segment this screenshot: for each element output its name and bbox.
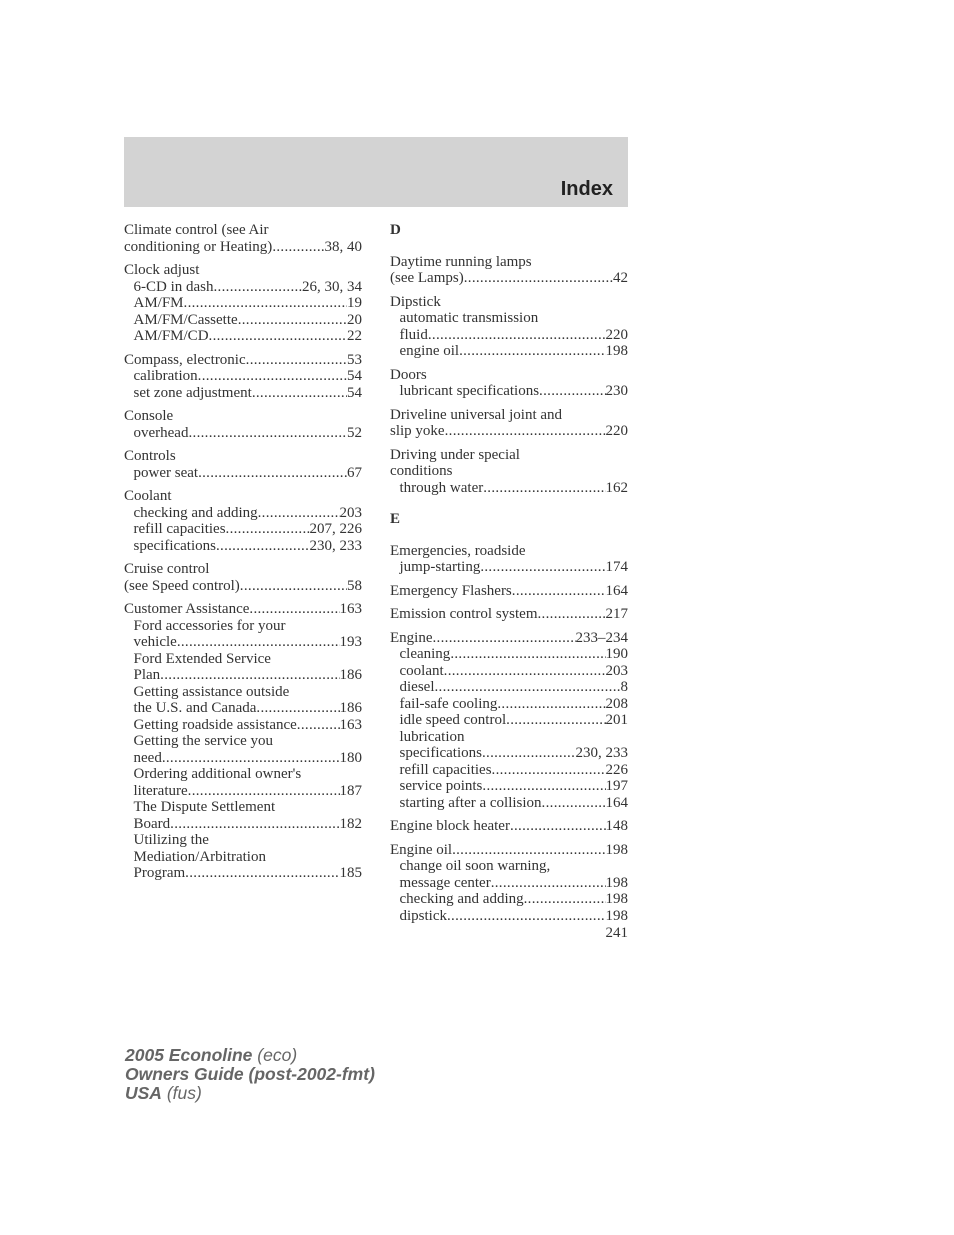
index-term-text: lubricant specifications [399,383,540,399]
index-term [390,463,628,480]
index-subentry [390,908,628,925]
index-term-text: Customer Assistance [124,601,250,617]
index-term-text: jump-starting [399,559,481,575]
index-subentry [124,279,362,296]
index-entry [124,222,362,255]
index-term [124,488,362,505]
dot-leader [170,816,339,833]
index-term [390,447,628,464]
footer-market: USA [125,1083,162,1103]
index-entry [390,842,628,925]
index-column-left [124,222,362,889]
index-term [124,222,362,239]
index-page-ref: 42 [613,270,628,286]
index-term-text: Ford Extended Service [133,650,271,667]
index-term [390,270,628,287]
index-entry [390,818,628,835]
index-term-text: (see Lamps) [390,270,464,286]
index-page-ref: 198 [605,343,628,359]
index-subentry [124,684,362,701]
index-term [390,842,628,859]
dot-leader [542,795,606,812]
index-subentry [124,295,362,312]
index-term [390,606,628,623]
footer-line-3 [125,1084,375,1103]
index-page-ref: 220 [605,326,628,343]
index-page-ref: 233–234 [575,629,628,646]
footer-model: 2005 Econoline [125,1045,253,1065]
dot-leader [240,578,347,595]
page-number: 241 [605,925,628,941]
index-term-text: power seat [133,464,199,481]
index-subentry [124,750,362,767]
index-subentry [124,368,362,385]
index-subentry [124,385,362,402]
dot-leader [435,679,621,696]
dot-leader [482,745,576,762]
dot-leader [246,352,347,369]
index-term-text: Emergency Flashers [390,582,512,599]
index-term-text: The Dispute Settlement [133,799,276,815]
index-term-text: message center [399,874,491,891]
index-page-ref: 230, 233 [309,537,362,554]
index-page-ref: 22 [347,328,362,344]
index-term-text: Engine oil [390,841,453,858]
index-term-text: Coolant [124,488,172,504]
index-page-ref: 217 [605,606,628,622]
index-subentry [390,745,628,762]
index-subentry [390,712,628,729]
index-page-ref: 201 [605,712,628,728]
index-term-text: Program [133,865,186,881]
index-term-text: calibration [133,368,198,384]
dot-leader [162,750,340,767]
index-term-text: Dipstick [390,293,441,310]
dot-leader [249,601,339,618]
dot-leader [459,343,605,360]
index-term-text: service points [399,778,483,794]
index-subentry [390,729,628,746]
index-subentry [390,559,628,576]
index-term-text: Plan [133,667,161,683]
dot-leader [177,634,340,651]
dot-leader [188,783,340,800]
index-term [124,448,362,465]
index-page-ref: 8 [620,679,628,695]
index-entry [390,630,628,812]
index-subentry [390,778,628,795]
index-term [124,239,362,256]
index-term-text: Cruise control [124,561,210,577]
index-term-text: diesel [399,679,435,695]
index-page-ref: 198 [605,841,628,858]
index-page-ref: 207, 226 [309,521,362,537]
index-term [124,561,362,578]
index-term-text: fluid [399,326,428,343]
dot-leader [256,700,339,717]
index-subentry [390,875,628,892]
index-term-text: Console [124,408,174,424]
index-term-text: 6-CD in dash [133,278,214,295]
index-subentry [390,795,628,812]
index-entry [390,407,628,440]
index-page-ref: 52 [347,424,362,441]
index-term-text: refill capacities [133,521,226,537]
index-subentry [390,858,628,875]
footer-guide: Owners Guide (post-2002-fmt) [125,1064,375,1084]
index-term-text: Daytime running lamps [390,253,532,270]
index-subentry [390,891,628,908]
index-subentry [124,425,362,442]
index-page-ref: 26, 30, 34 [302,278,362,295]
index-subentry [124,799,362,816]
index-entry [390,254,628,287]
dot-leader [188,425,347,442]
index-subentry [124,700,362,717]
index-term-text: through water [399,479,484,496]
dot-leader [538,606,606,623]
index-term-text: Driveline universal joint and [390,406,563,423]
index-term-text: Emergencies, roadside [390,542,526,559]
section-title: Index [560,178,613,200]
index-term-text: specifications [399,745,482,761]
index-term-text: Mediation/Arbitration [133,848,266,865]
dot-leader [238,312,347,329]
index-term-text: engine oil [399,343,460,359]
index-page-ref: 163 [339,716,362,733]
index-page-ref: 198 [605,874,628,891]
dot-leader [444,663,606,680]
index-term-text: specifications [133,537,216,554]
index-subentry [124,766,362,783]
index-term-text: set zone adjustment [133,384,252,401]
footer-line-2 [125,1065,375,1084]
index-subentry [124,717,362,734]
index-subentry [390,383,628,400]
index-subentry [124,733,362,750]
index-subentry [124,667,362,684]
dot-leader [216,538,310,555]
index-term-text: AM/FM [133,295,184,311]
index-term-text: (see Speed control) [124,577,240,594]
index-entry [390,543,628,576]
index-term [390,818,628,835]
index-term [124,352,362,369]
dot-leader [492,762,606,779]
index-page-ref: 187 [339,782,362,799]
index-page-ref: 67 [347,464,362,481]
index-term [124,601,362,618]
index-page-ref: 203 [339,504,362,521]
index-page-ref: 230, 233 [575,745,628,761]
index-term-text: coolant [399,662,444,679]
index-subentry [124,312,362,329]
index-term-text: lubrication [399,728,465,745]
index-page-ref: 197 [605,778,628,794]
index-page-ref: 162 [605,479,628,496]
index-page-ref: 186 [339,667,362,683]
dot-leader [445,423,606,440]
index-page-ref: 198 [605,907,628,924]
index-term-text: idle speed control [399,712,507,728]
dot-leader [160,667,339,684]
index-subentry [390,343,628,360]
index-term-text: cleaning [399,646,451,662]
index-term-text: checking and adding [399,891,524,907]
index-subentry [124,651,362,668]
index-subentry [390,696,628,713]
index-term-text: vehicle [133,634,177,650]
index-page-ref: 54 [347,384,362,401]
index-subentry [124,328,362,345]
dot-leader [480,559,605,576]
dot-leader [483,480,605,497]
index-page-ref: 38, 40 [324,238,362,255]
dot-leader [185,865,339,882]
index-entry [124,601,362,882]
index-term-text: Clock adjust [124,262,200,278]
index-subentry [124,832,362,849]
index-term-text: Getting the service you [133,733,274,749]
index-term-text: conditions [390,463,453,479]
dot-leader [510,818,606,835]
index-subentry [390,480,628,497]
index-term-text: Ordering additional owner's [133,766,302,782]
index-term-text: slip yoke [390,423,445,439]
index-term-text: AM/FM/CD [133,328,209,344]
dot-leader [464,270,613,287]
index-subentry [124,521,362,538]
dot-leader [433,630,576,647]
index-term [390,254,628,271]
dot-leader [252,385,347,402]
index-term [390,407,628,424]
dot-leader [184,295,347,312]
dot-leader [226,521,310,538]
dot-leader [272,239,324,256]
index-term-text: Climate control (see Air [124,222,269,238]
dot-leader [506,712,605,729]
index-subentry [390,663,628,680]
index-page-ref: 220 [605,423,628,439]
dot-leader [198,465,347,482]
index-page-ref: 193 [339,634,362,650]
index-subentry [390,310,628,327]
index-subentry [124,783,362,800]
dot-leader [524,891,606,908]
index-term-text: Engine block heater [390,818,510,834]
dot-leader [297,717,340,734]
index-entry [124,488,362,554]
section-header-band [124,137,628,207]
index-entry [390,367,628,400]
index-page-ref: 203 [605,662,628,679]
index-subentry [124,618,362,635]
index-page-ref: 19 [347,295,362,311]
dot-leader [452,842,605,859]
index-term-text: Getting roadside assistance [133,716,297,733]
index-page-ref: 58 [347,577,362,594]
index-term [390,583,628,600]
index-page-ref: 190 [605,646,628,662]
index-term-text: Doors [390,366,427,383]
index-subentry [390,327,628,344]
dot-leader [198,368,347,385]
index-term-text: Utilizing the [133,832,209,848]
dot-leader [497,696,605,713]
dot-leader [491,875,606,892]
index-entry [124,408,362,441]
index-term-text: the U.S. and Canada [133,700,257,716]
footer-line-1 [125,1046,375,1065]
index-term [124,578,362,595]
index-entry [124,352,362,402]
index-term-text: automatic transmission [399,310,539,326]
index-page-ref: 226 [605,761,628,778]
index-subentry [124,634,362,651]
dot-leader [258,505,340,522]
index-entry [124,262,362,345]
index-column-right [390,222,628,931]
index-term-text: Ford accessories for your [133,617,286,634]
index-term [390,543,628,560]
index-term-text: Compass, electronic [124,351,246,368]
index-letter-heading: E [390,511,401,527]
index-term-text: change oil soon warning, [399,858,551,874]
index-entry [390,606,628,623]
index-page-ref: 185 [339,865,362,881]
index-page-ref: 198 [605,891,628,907]
dot-leader [512,583,606,600]
index-subentry [390,646,628,663]
footer-model-code: (eco) [252,1045,298,1065]
dot-leader [539,383,605,400]
index-page-ref: 182 [339,815,362,832]
index-term-text: AM/FM/Cassette [133,311,238,328]
index-entry [390,447,628,497]
dot-leader [428,327,606,344]
dot-leader [214,279,303,296]
index-page-ref: 208 [605,695,628,712]
index-subentry [390,762,628,779]
index-term-text: Emission control system [390,606,538,622]
index-term [124,408,362,425]
index-term-text: checking and adding [133,504,258,521]
dot-leader [447,908,606,925]
index-term-text: Engine [390,629,433,646]
index-term-text: overhead [133,424,189,441]
index-term-text: refill capacities [399,761,492,778]
index-letter-heading: D [390,222,401,238]
index-page-ref: 53 [347,351,362,368]
index-term [124,262,362,279]
index-page-ref: 174 [605,559,628,575]
index-page-ref: 164 [605,794,628,811]
dot-leader [209,328,347,345]
index-term-text: Driving under special [390,446,520,463]
index-term-text: literature [133,782,188,799]
index-term-text: dipstick [399,907,447,924]
index-page-ref: 180 [339,749,362,766]
index-page-ref: 148 [605,818,628,834]
index-subentry [124,849,362,866]
index-entry [124,448,362,481]
index-entry [390,583,628,600]
index-subentry [124,538,362,555]
index-page-ref: 164 [605,582,628,599]
index-term-text: conditioning or Heating) [124,238,273,255]
dot-leader [450,646,605,663]
index-term [390,630,628,647]
index-term-text: Board [133,815,171,832]
index-subentry [124,465,362,482]
index-subentry [124,816,362,833]
document-footer [125,1046,375,1103]
index-term-text: fail-safe cooling [399,695,498,712]
index-term-text: need [133,749,162,766]
index-page-ref: 20 [347,311,362,328]
index-subentry [124,865,362,882]
index-page-ref: 186 [339,700,362,716]
index-page-ref: 230 [605,383,628,399]
index-term [390,294,628,311]
index-page-ref: 54 [347,368,362,384]
index-entry [390,294,628,360]
index-page-ref: 163 [339,601,362,617]
index-term [390,423,628,440]
dot-leader [482,778,605,795]
index-subentry [390,679,628,696]
index-term-text: starting after a collision [399,794,542,811]
index-term-text: Controls [124,448,176,464]
index-term-text: Getting assistance outside [133,683,290,700]
index-entry [124,561,362,594]
footer-market-code: (fus) [161,1083,202,1103]
index-term [390,367,628,384]
index-subentry [124,505,362,522]
